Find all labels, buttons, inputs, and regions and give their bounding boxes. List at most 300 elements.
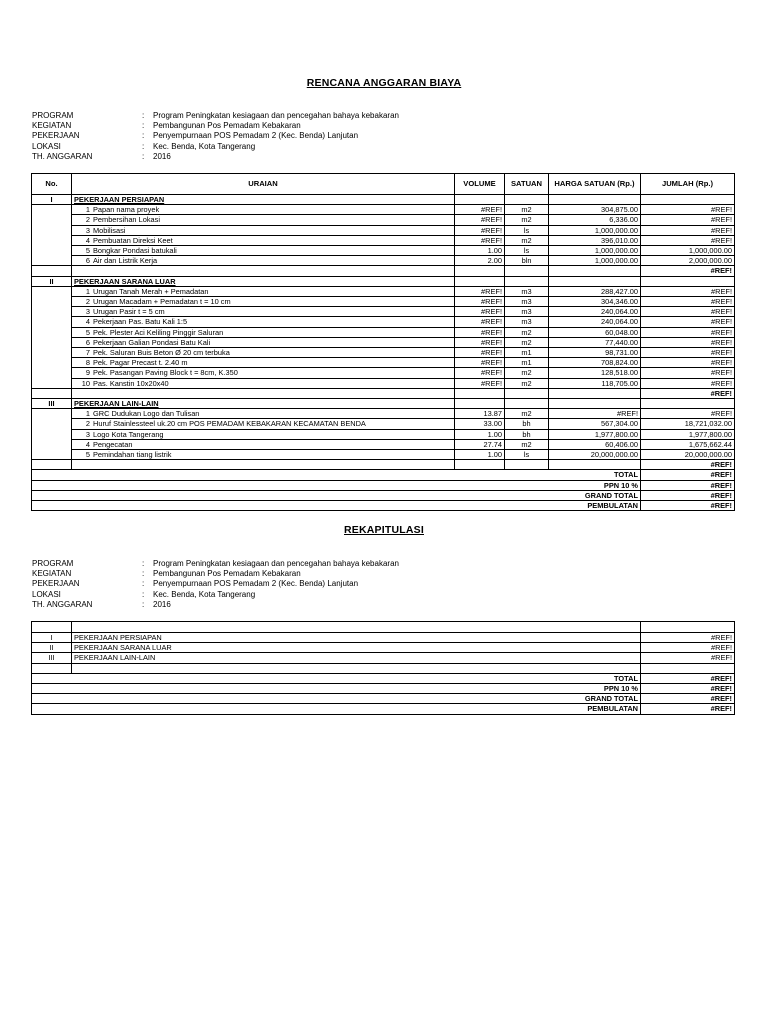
table-header-row bbox=[32, 174, 735, 195]
item-description bbox=[72, 215, 455, 225]
item-amount: #REF! bbox=[641, 368, 735, 378]
subtotal-value: #REF! bbox=[641, 388, 735, 398]
section-no: III bbox=[32, 399, 72, 409]
item-description bbox=[72, 246, 455, 256]
empty-cell bbox=[32, 215, 72, 225]
item-number: 4 bbox=[85, 317, 90, 327]
item-text: Bongkar Pondasi batukali bbox=[93, 246, 177, 256]
item-description bbox=[72, 378, 455, 388]
section-row bbox=[32, 195, 735, 205]
item-text: Pembuatan Direksi Keet bbox=[93, 235, 173, 245]
empty-cell bbox=[32, 378, 72, 388]
item-description bbox=[72, 409, 455, 419]
empty-cell bbox=[455, 276, 505, 286]
meta-row-tahun bbox=[32, 152, 399, 162]
rekap-no: II bbox=[32, 643, 72, 653]
item-unit-price: 304,346.00 bbox=[549, 297, 641, 307]
empty-cell bbox=[455, 460, 505, 470]
empty-cell bbox=[505, 399, 549, 409]
item-volume: #REF! bbox=[455, 348, 505, 358]
item-number: 8 bbox=[85, 358, 90, 368]
item-volume: #REF! bbox=[455, 205, 505, 215]
item-text: Mobilisasi bbox=[93, 225, 126, 235]
item-description bbox=[72, 358, 455, 368]
item-number: 10 bbox=[81, 378, 90, 388]
item-description bbox=[72, 297, 455, 307]
item-unit-price: 60,048.00 bbox=[549, 327, 641, 337]
meta-sep: : bbox=[142, 131, 145, 141]
item-text: Pekerjaan Galian Pondasi Batu Kali bbox=[93, 337, 211, 347]
item-text: Pembersihan Lokasi bbox=[93, 215, 160, 225]
item-row bbox=[32, 419, 735, 429]
item-number: 4 bbox=[85, 235, 90, 245]
item-amount: 2,000,000.00 bbox=[641, 256, 735, 266]
header-volume: VOLUME bbox=[455, 174, 505, 195]
total-label: TOTAL bbox=[32, 673, 641, 683]
meta-value: 2016 bbox=[153, 151, 171, 161]
meta-row-tahun bbox=[32, 600, 399, 610]
item-unit: bh bbox=[505, 419, 549, 429]
section-title: PEKERJAAN PERSIAPAN bbox=[72, 195, 455, 205]
item-row bbox=[32, 368, 735, 378]
empty-cell bbox=[32, 388, 72, 398]
rab-table bbox=[31, 173, 735, 511]
item-row bbox=[32, 246, 735, 256]
item-row bbox=[32, 286, 735, 296]
item-text: Pengecatan bbox=[93, 439, 133, 449]
total-value: #REF! bbox=[641, 673, 735, 683]
item-unit-price: 240,064.00 bbox=[549, 317, 641, 327]
item-amount: #REF! bbox=[641, 378, 735, 388]
total-row bbox=[32, 470, 735, 480]
item-volume: #REF! bbox=[455, 225, 505, 235]
item-description bbox=[72, 450, 455, 460]
item-volume: #REF! bbox=[455, 235, 505, 245]
item-volume: 33.00 bbox=[455, 419, 505, 429]
item-unit-price: 77,440.00 bbox=[549, 337, 641, 347]
item-unit-price: 1,000,000.00 bbox=[549, 256, 641, 266]
item-text: Pek. Plester Aci Keliling Pinggir Saluran bbox=[93, 327, 224, 337]
empty-cell bbox=[641, 622, 735, 633]
project-info-rab bbox=[32, 111, 399, 162]
empty-cell bbox=[32, 409, 72, 419]
total-value: #REF! bbox=[641, 490, 735, 500]
item-description bbox=[72, 439, 455, 449]
rekap-value: #REF! bbox=[641, 643, 735, 653]
empty-cell bbox=[641, 399, 735, 409]
item-amount: 1,000,000.00 bbox=[641, 246, 735, 256]
item-text: Logo Kota Tangerang bbox=[93, 429, 164, 439]
item-unit: m2 bbox=[505, 205, 549, 215]
item-description bbox=[72, 235, 455, 245]
meta-key: PEKERJAAN bbox=[32, 131, 80, 141]
empty-cell bbox=[549, 399, 641, 409]
item-amount: 20,000,000.00 bbox=[641, 450, 735, 460]
item-row bbox=[32, 358, 735, 368]
item-unit: ls bbox=[505, 225, 549, 235]
item-row bbox=[32, 348, 735, 358]
item-unit: m3 bbox=[505, 297, 549, 307]
empty-cell bbox=[72, 663, 641, 673]
meta-key: PROGRAM bbox=[32, 559, 74, 568]
item-unit-price: 708,824.00 bbox=[549, 358, 641, 368]
item-description bbox=[72, 429, 455, 439]
item-volume: 13.87 bbox=[455, 409, 505, 419]
item-row bbox=[32, 450, 735, 460]
item-row bbox=[32, 256, 735, 266]
empty-cell bbox=[32, 235, 72, 245]
item-unit: m2 bbox=[505, 378, 549, 388]
item-number: 5 bbox=[85, 246, 90, 256]
rekap-value: #REF! bbox=[641, 633, 735, 643]
meta-value: Program Peningkatan kesiagaan dan pencegahan bahaya kebakaran bbox=[153, 111, 399, 120]
total-row bbox=[32, 673, 735, 683]
item-row bbox=[32, 327, 735, 337]
item-description bbox=[72, 256, 455, 266]
meta-key: KEGIATAN bbox=[32, 121, 72, 131]
rekap-table bbox=[31, 621, 735, 715]
item-text: Papan nama proyek bbox=[93, 205, 160, 215]
item-unit-price: 567,304.00 bbox=[549, 419, 641, 429]
empty-cell bbox=[641, 195, 735, 205]
empty-cell bbox=[32, 205, 72, 215]
empty-cell bbox=[455, 195, 505, 205]
meta-value: Pembangunan Pos Pemadam Kebakaran bbox=[153, 569, 301, 579]
page-title-rekap: REKAPITULASI bbox=[344, 524, 424, 536]
item-unit: m1 bbox=[505, 348, 549, 358]
item-unit-price: 240,064.00 bbox=[549, 307, 641, 317]
item-unit: m3 bbox=[505, 317, 549, 327]
item-description bbox=[72, 205, 455, 215]
meta-value: Pembangunan Pos Pemadam Kebakaran bbox=[153, 121, 301, 131]
item-text: Pek. Saluran Buis Beton Ø 20 cm terbuka bbox=[93, 348, 230, 358]
empty-cell bbox=[32, 663, 72, 673]
item-text: GRC Dudukan Logo dan Tulisan bbox=[93, 409, 200, 419]
item-amount: #REF! bbox=[641, 286, 735, 296]
item-unit: m3 bbox=[505, 286, 549, 296]
item-volume: #REF! bbox=[455, 286, 505, 296]
empty-cell bbox=[455, 266, 505, 276]
item-unit-price: #REF! bbox=[549, 409, 641, 419]
meta-sep: : bbox=[142, 579, 145, 589]
meta-row-program bbox=[32, 559, 399, 569]
item-unit: m2 bbox=[505, 337, 549, 347]
item-description bbox=[72, 348, 455, 358]
rekap-description: PEKERJAAN PERSIAPAN bbox=[72, 633, 641, 643]
item-amount: #REF! bbox=[641, 205, 735, 215]
item-amount: 18,721,032.00 bbox=[641, 419, 735, 429]
item-unit-price: 288,427.00 bbox=[549, 286, 641, 296]
header-harga: HARGA SATUAN (Rp.) bbox=[549, 174, 641, 195]
item-unit: ls bbox=[505, 246, 549, 256]
item-row bbox=[32, 205, 735, 215]
subtotal-value: #REF! bbox=[641, 266, 735, 276]
item-unit: m2 bbox=[505, 409, 549, 419]
total-label: PPN 10 % bbox=[32, 480, 641, 490]
item-number: 5 bbox=[85, 450, 90, 460]
empty-cell bbox=[72, 266, 455, 276]
item-unit-price: 60,406.00 bbox=[549, 439, 641, 449]
meta-value: 2016 bbox=[153, 599, 171, 609]
total-label: GRAND TOTAL bbox=[32, 490, 641, 500]
item-unit-price: 1,000,000.00 bbox=[549, 225, 641, 235]
section-title: PEKERJAAN LAIN-LAIN bbox=[72, 399, 455, 409]
item-row bbox=[32, 297, 735, 307]
total-row bbox=[32, 684, 735, 694]
item-unit: m3 bbox=[505, 307, 549, 317]
item-amount: #REF! bbox=[641, 327, 735, 337]
item-row bbox=[32, 225, 735, 235]
empty-cell bbox=[32, 419, 72, 429]
empty-cell bbox=[32, 286, 72, 296]
item-unit: ls bbox=[505, 450, 549, 460]
total-value: #REF! bbox=[641, 694, 735, 704]
item-unit-price: 118,705.00 bbox=[549, 378, 641, 388]
empty-cell bbox=[505, 388, 549, 398]
item-description bbox=[72, 368, 455, 378]
meta-value: Program Peningkatan kesiagaan dan pencegahan bahaya kebakaran bbox=[153, 559, 399, 568]
item-volume: 2.00 bbox=[455, 256, 505, 266]
item-volume: #REF! bbox=[455, 307, 505, 317]
empty-cell bbox=[32, 327, 72, 337]
total-value: #REF! bbox=[641, 704, 735, 714]
empty-cell bbox=[32, 337, 72, 347]
meta-key: TH. ANGGARAN bbox=[32, 151, 93, 161]
item-amount: #REF! bbox=[641, 358, 735, 368]
meta-row-kegiatan bbox=[32, 569, 399, 579]
item-volume: #REF! bbox=[455, 297, 505, 307]
rekap-description: PEKERJAAN LAIN-LAIN bbox=[72, 653, 641, 663]
empty-cell bbox=[641, 276, 735, 286]
rekap-row bbox=[32, 633, 735, 643]
total-row bbox=[32, 501, 735, 511]
subtotal-value: #REF! bbox=[641, 460, 735, 470]
item-unit: m2 bbox=[505, 235, 549, 245]
blank-row bbox=[32, 622, 735, 633]
item-volume: 1.00 bbox=[455, 429, 505, 439]
meta-sep: : bbox=[142, 121, 145, 131]
empty-cell bbox=[32, 266, 72, 276]
meta-row-lokasi bbox=[32, 142, 399, 152]
item-amount: #REF! bbox=[641, 235, 735, 245]
meta-row-pekerjaan bbox=[32, 131, 399, 141]
meta-key: PEKERJAAN bbox=[32, 579, 80, 589]
section-no: II bbox=[32, 276, 72, 286]
item-row bbox=[32, 317, 735, 327]
item-number: 7 bbox=[85, 348, 90, 358]
item-volume: #REF! bbox=[455, 317, 505, 327]
total-row bbox=[32, 490, 735, 500]
item-text: Huruf Stainlessteel uk.20 cm POS PEMADAM KEBAKARAN KECAMATAN BENDA bbox=[93, 419, 366, 429]
rekap-no: I bbox=[32, 633, 72, 643]
section-no: I bbox=[32, 195, 72, 205]
total-label: PPN 10 % bbox=[32, 684, 641, 694]
empty-cell bbox=[72, 460, 455, 470]
empty-cell bbox=[32, 317, 72, 327]
item-unit: m2 bbox=[505, 327, 549, 337]
empty-cell bbox=[549, 266, 641, 276]
item-unit-price: 1,977,800.00 bbox=[549, 429, 641, 439]
item-unit-price: 6,336.00 bbox=[549, 215, 641, 225]
empty-cell bbox=[32, 246, 72, 256]
item-text: Urugan Tanah Merah + Pemadatan bbox=[93, 286, 209, 296]
total-label: GRAND TOTAL bbox=[32, 694, 641, 704]
item-row bbox=[32, 439, 735, 449]
header-satuan: SATUAN bbox=[505, 174, 549, 195]
empty-cell bbox=[32, 368, 72, 378]
item-volume: #REF! bbox=[455, 215, 505, 225]
item-row bbox=[32, 409, 735, 419]
meta-sep: : bbox=[142, 599, 145, 609]
item-amount: 1,675,662.44 bbox=[641, 439, 735, 449]
item-unit-price: 20,000,000.00 bbox=[549, 450, 641, 460]
empty-cell bbox=[549, 195, 641, 205]
empty-cell bbox=[32, 450, 72, 460]
meta-sep: : bbox=[142, 559, 145, 568]
item-number: 1 bbox=[85, 409, 90, 419]
total-row bbox=[32, 694, 735, 704]
section-title: PEKERJAAN SARANA LUAR bbox=[72, 276, 455, 286]
item-row bbox=[32, 337, 735, 347]
total-value: #REF! bbox=[641, 470, 735, 480]
header-jumlah: JUMLAH (Rp.) bbox=[641, 174, 735, 195]
empty-cell bbox=[505, 266, 549, 276]
empty-cell bbox=[455, 399, 505, 409]
item-number: 6 bbox=[85, 337, 90, 347]
meta-key: KEGIATAN bbox=[32, 569, 72, 579]
meta-sep: : bbox=[142, 111, 145, 120]
meta-row-program bbox=[32, 111, 399, 121]
empty-cell bbox=[32, 307, 72, 317]
item-amount: #REF! bbox=[641, 337, 735, 347]
rekap-description: PEKERJAAN SARANA LUAR bbox=[72, 643, 641, 653]
page-title-rab: RENCANA ANGGARAN BIAYA bbox=[306, 77, 462, 89]
item-amount: #REF! bbox=[641, 297, 735, 307]
empty-cell bbox=[455, 388, 505, 398]
item-description bbox=[72, 419, 455, 429]
item-unit: m2 bbox=[505, 215, 549, 225]
meta-sep: : bbox=[142, 569, 145, 579]
empty-cell bbox=[549, 276, 641, 286]
item-row bbox=[32, 307, 735, 317]
rekap-value: #REF! bbox=[641, 653, 735, 663]
item-text: Pek. Pasangan Paving Block t = 8cm, K.350 bbox=[93, 368, 238, 378]
item-text: Pas. Kanstin 10x20x40 bbox=[93, 378, 169, 388]
item-row bbox=[32, 378, 735, 388]
total-label: PEMBULATAN bbox=[32, 501, 641, 511]
item-row bbox=[32, 429, 735, 439]
total-label: PEMBULATAN bbox=[32, 704, 641, 714]
item-number: 2 bbox=[85, 215, 90, 225]
item-description bbox=[72, 225, 455, 235]
meta-value: Penyempurnaan POS Pemadam 2 (Kec. Benda) Lanjutan bbox=[153, 579, 359, 589]
item-number: 9 bbox=[85, 368, 90, 378]
section-row bbox=[32, 276, 735, 286]
empty-cell bbox=[32, 358, 72, 368]
meta-key: PROGRAM bbox=[32, 111, 74, 120]
item-number: 2 bbox=[85, 297, 90, 307]
empty-cell bbox=[505, 195, 549, 205]
empty-cell bbox=[32, 256, 72, 266]
empty-cell bbox=[72, 388, 455, 398]
item-text: Air dan Listrik Kerja bbox=[93, 256, 158, 266]
empty-cell bbox=[32, 348, 72, 358]
item-text: Pek. Pagar Precast t. 2.40 m bbox=[93, 358, 188, 368]
subtotal-row bbox=[32, 266, 735, 276]
item-amount: #REF! bbox=[641, 409, 735, 419]
meta-value: Penyempurnaan POS Pemadam 2 (Kec. Benda) Lanjutan bbox=[153, 131, 359, 141]
item-unit: m2 bbox=[505, 368, 549, 378]
blank-row bbox=[32, 663, 735, 673]
item-number: 1 bbox=[85, 205, 90, 215]
meta-sep: : bbox=[142, 141, 145, 151]
meta-value: Kec. Benda, Kota Tangerang bbox=[153, 589, 256, 599]
item-number: 3 bbox=[85, 429, 90, 439]
rekap-no: III bbox=[32, 653, 72, 663]
item-unit-price: 1,000,000.00 bbox=[549, 246, 641, 256]
item-description bbox=[72, 317, 455, 327]
empty-cell bbox=[549, 460, 641, 470]
item-unit-price: 128,518.00 bbox=[549, 368, 641, 378]
total-value: #REF! bbox=[641, 684, 735, 694]
item-description bbox=[72, 286, 455, 296]
item-volume: #REF! bbox=[455, 337, 505, 347]
empty-cell bbox=[72, 622, 641, 633]
meta-row-lokasi bbox=[32, 590, 399, 600]
empty-cell bbox=[32, 297, 72, 307]
meta-row-pekerjaan bbox=[32, 579, 399, 589]
item-volume: #REF! bbox=[455, 358, 505, 368]
empty-cell bbox=[32, 429, 72, 439]
meta-key: LOKASI bbox=[32, 141, 61, 151]
item-row bbox=[32, 235, 735, 245]
item-unit-price: 396,010.00 bbox=[549, 235, 641, 245]
empty-cell bbox=[641, 663, 735, 673]
item-number: 1 bbox=[85, 286, 90, 296]
item-volume: #REF! bbox=[455, 368, 505, 378]
header-no: No. bbox=[32, 174, 72, 195]
item-volume: 1.00 bbox=[455, 450, 505, 460]
rekap-row bbox=[32, 643, 735, 653]
section-row bbox=[32, 399, 735, 409]
item-text: Pemindahan tiang listrik bbox=[93, 450, 172, 460]
empty-cell bbox=[549, 388, 641, 398]
item-amount: #REF! bbox=[641, 225, 735, 235]
total-value: #REF! bbox=[641, 501, 735, 511]
item-number: 3 bbox=[85, 225, 90, 235]
item-unit: bh bbox=[505, 429, 549, 439]
total-row bbox=[32, 704, 735, 714]
item-row bbox=[32, 215, 735, 225]
item-unit: m1 bbox=[505, 358, 549, 368]
total-row bbox=[32, 480, 735, 490]
item-text: Urugan Macadam + Pemadatan t = 10 cm bbox=[93, 297, 231, 307]
meta-row-kegiatan bbox=[32, 121, 399, 131]
item-unit: m2 bbox=[505, 439, 549, 449]
subtotal-row bbox=[32, 388, 735, 398]
item-amount: #REF! bbox=[641, 215, 735, 225]
item-volume: 27.74 bbox=[455, 439, 505, 449]
item-amount: #REF! bbox=[641, 317, 735, 327]
empty-cell bbox=[32, 460, 72, 470]
meta-key: LOKASI bbox=[32, 589, 61, 599]
item-amount: #REF! bbox=[641, 348, 735, 358]
total-value: #REF! bbox=[641, 480, 735, 490]
project-info-rekap bbox=[32, 559, 399, 610]
empty-cell bbox=[505, 276, 549, 286]
item-unit-price: 98,731.00 bbox=[549, 348, 641, 358]
empty-cell bbox=[32, 225, 72, 235]
